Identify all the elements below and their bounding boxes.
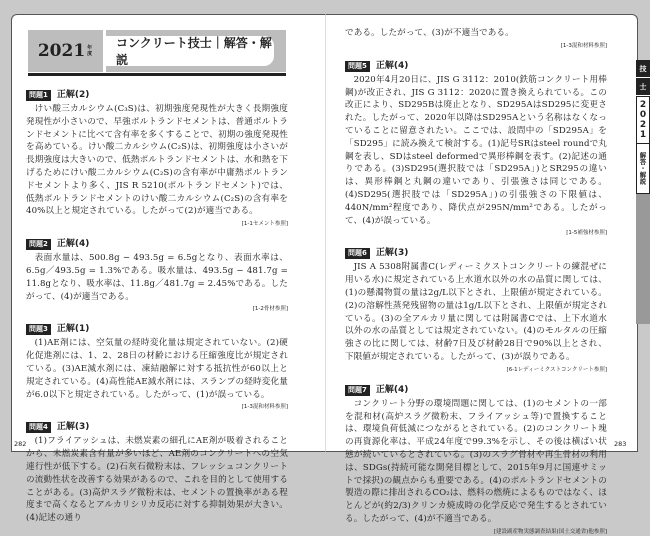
question-number-label: 問題5: [345, 61, 370, 72]
reference-note: [1-1セメント参照]: [241, 221, 288, 228]
question-heading: [26, 237, 288, 252]
reference-note: [建設副産物実態調査結果(国土交通省)他参照]: [493, 528, 607, 535]
answer-text: 正解(3): [375, 248, 409, 259]
explanation-text: 表面水量は、500.8g − 493.5g = 6.5gとなり、表面水率は、6.5g／493.5g = 1.3%である。吸水量は、493.5g − 481.7g = 11.8gとなり、吸水率は、11.8g／481.7g = 2.45%である。したがって、(4)が適当である。: [26, 253, 288, 302]
question-heading: [345, 246, 607, 261]
question-section: [26, 322, 288, 411]
side-index-tab: [636, 60, 650, 324]
tab-item: 技: [636, 60, 650, 78]
explanation-text: (1)フライアッシュは、未燃炭素の細孔にAE剤が吸着されることから、未燃炭素含有量が多いほど、AE剤のコンクリートへの空気連行性が低下する。(2)石灰石微粉末は、フレッシュコンクリートの流動性状を改善する効果があるので、これを目的として使用することがある。(3)高炉スラグ微粉末は、セメントの置換率がある程度まで高くなるとアルカリシリカ反応に対する抑制効果が大きい。(4)記述の通り: [26, 436, 288, 524]
question-section: [345, 27, 607, 50]
answer-text: 正解(1): [56, 324, 90, 335]
question-number-label: 問題4: [26, 422, 51, 433]
explanation-text: JIS A 5308附属書C(レディーミクストコンクリートの練混ぜに用いる水)に規定されている上水道水以外の水の品質に関しては、(1)の懸濁物質の量は2g/L以下とされ、上限値が規定されている。(2)の溶解性蒸発残留物の量は1g/L以下とされ、上限値が規定されている。(3)の全アルカリ量に関しては附属書Cでは、上下水道水以外の水の品質としては規定されていない。(4)のモルタルの圧縮強さの比に関しては、材齢7日及び材齢28日で90%以上とされ、下限値が規定されている。したがって、(3)が誤りである。: [345, 262, 607, 362]
tab-item: 士: [636, 78, 650, 96]
answer-text: 正解(2): [56, 90, 90, 101]
question-section: [26, 420, 288, 525]
reference-note: [1-5補強材参照]: [566, 230, 607, 237]
chapter-header: [28, 30, 286, 76]
question-section: [26, 88, 288, 228]
question-heading: [26, 322, 288, 337]
question-number-label: 問題6: [345, 248, 370, 259]
question-number-label: 問題1: [26, 90, 51, 101]
explanation-text: コンクリート分野の環境問題に関しては、(1)のセメントの一部を混和材(高炉スラグ微粉末、フライアッシュ等)で置換することは、環境負荷低減につながるとされている。(2)のコンクリート塊の再資源化率は、平成24年度で99.3%を示し、その後は横ばい状態が続いているとされている。(3)のスラグ骨材や再生骨材の利用は、SDGs(持続可能な開発目標として、2015年9月に国連サミットで採択)の観点からも重要である。(4)のポルトランドセメントの製造の際に排出されるCO₂は、燃料の燃焼によるものではなく、ほとんどが(約2/3)クリンカ焼成時の化学反応で発生するとされている。したがって、(4)が不適当である。: [345, 398, 607, 524]
question-section: [345, 246, 607, 373]
explanation-text: (1)AE剤には、空気量の経時変化量は規定されていない。(2)硬化促進剤には、1、2、28日の材齢における圧縮強度比が規定されている。(3)AE減水剤には、凍結融解に対する抵抗性が60以上と規定されている。(4)高性能AE減水剤には、スランプの経時変化量が6.0以下と規定されている。したがって、(1)が誤っている。: [26, 338, 288, 400]
tab-subtitle: 解答・解説: [636, 144, 650, 194]
answer-text: 正解(3): [56, 422, 90, 433]
question-heading: [345, 383, 607, 398]
page-number-left: 282: [14, 440, 27, 448]
reference-note: [1-3混和材料参照]: [560, 42, 607, 49]
explanation-text: 2020年4月20日に、JIS G 3112：2010(鉄筋コンクリート用棒鋼)が改正され、JIS G 3112：2020に置き換えられている。この改正により、SD295Bは廃止となり、SD295AはSD295に変更された。したがって、2020年以降はSD295Aという名称はなくなっていることに留意されたい。ここでは、設問中の「SD295A」を「SD295」に読み換えて検討する。(1)記号SRはsteel roundで丸鋼を表し、SDはsteel deformedで異形棒鋼を表す。(2)記述の通りである。(3)SD295(選択肢では「SD295A」)とSR295の違いは、異形棒鋼と丸鋼の違いであり、引張強さは同じである。(4)SD295(選択肢では「SD295A」)の引張強さの下限値は、440N/mm²程度であり、降伏点が295N/mm²である。したがって、(4)が誤っている。: [345, 74, 607, 226]
question-heading: [26, 420, 288, 435]
question-heading: [345, 59, 607, 74]
tab-bar: [636, 194, 650, 324]
header-title: コンクリート技士｜解答・解説: [106, 36, 274, 66]
tab-year-digit: 2: [639, 100, 647, 110]
tab-year-digit: 2: [639, 120, 647, 130]
explanation-text: である。したがって、(3)が不適当である。: [345, 28, 514, 38]
question-section: [345, 383, 607, 536]
question-number-label: 問題7: [345, 385, 370, 396]
answer-text: 正解(4): [375, 384, 409, 395]
question-number-label: 問題2: [26, 239, 51, 250]
page-number-right: 283: [614, 440, 627, 448]
tab-year-digit: 1: [639, 130, 647, 140]
question-section: [345, 59, 607, 238]
tab-year: [636, 96, 650, 144]
left-text-column: [26, 88, 288, 525]
right-text-column: [345, 27, 607, 536]
header-year-box: 2021 年度: [28, 30, 103, 72]
question-number-label: 問題3: [26, 324, 51, 335]
answer-text: 正解(4): [375, 60, 409, 71]
question-section: [26, 237, 288, 313]
question-heading: [26, 88, 288, 103]
reference-note: [1-3混和材料参照]: [241, 404, 288, 411]
reference-note: [1-2骨材参照]: [252, 306, 288, 313]
reference-note: [6-1レディーミクストコンクリート参照]: [506, 366, 607, 373]
header-title-box: [106, 30, 286, 72]
explanation-text: けい酸三カルシウム(C₃S)は、初期強度発現性が大きく長期強度発現性が小さいので、早強ポルトランドセメントは、普通ポルトランドセメントに比べて含有率を多くすることで、初期の強度発現性を高めている。けい酸二カルシウム(C₂S)は、初期強度は小さいが長期強度は大きいので、低熱ポルトランドセメントは、水和熱を下げるためにけい酸二カルシウム(C₂S)の含有率が中庸熱ポルトランドセメントより多く、JIS R 5210(ポルトランドセメント)では、低熱ポルトランドセメントのけい酸二カルシウム(C₂S)の含有率を40%以上と規定されている。したがって(2)が適当である。: [26, 104, 288, 217]
answer-text: 正解(4): [56, 239, 90, 250]
tab-year-digit: 0: [639, 110, 647, 120]
